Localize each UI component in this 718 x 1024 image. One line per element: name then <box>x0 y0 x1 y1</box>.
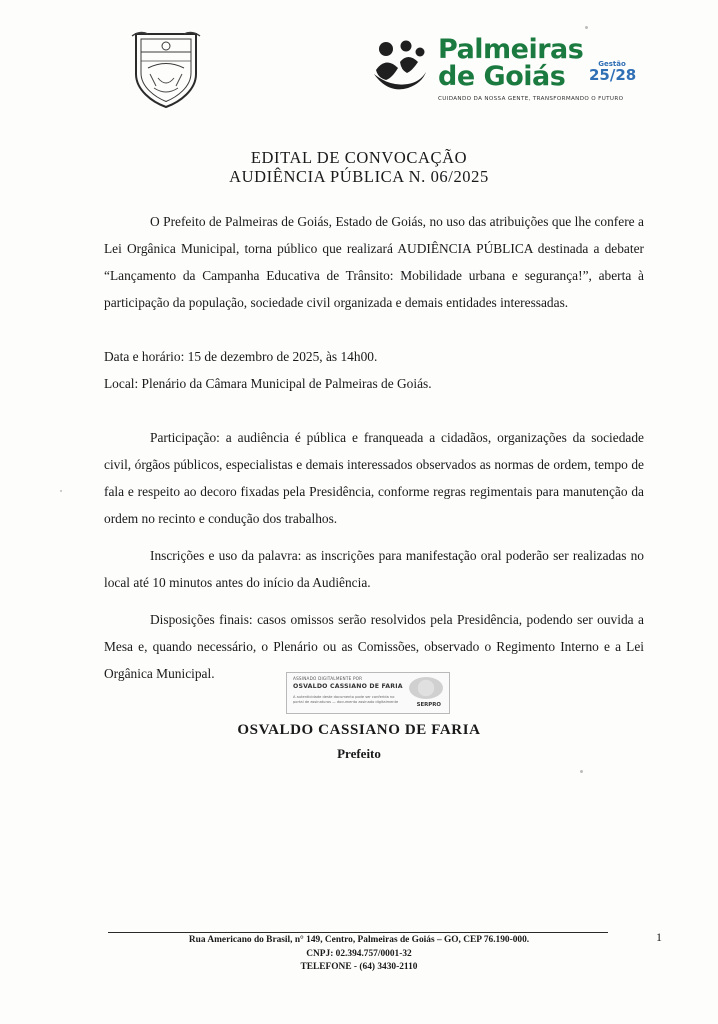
stamp-seal-icon <box>409 677 443 699</box>
brand-tagline: CUIDANDO DA NOSSA GENTE, TRANSFORMANDO O FUTURO <box>438 96 624 102</box>
signatory-name: OSVALDO CASSIANO DE FARIA <box>237 722 481 738</box>
document-header <box>0 18 718 118</box>
title-line-2: AUDIÊNCIA PÚBLICA N. 06/2025 <box>229 167 489 186</box>
brand-line-2: de Goiás <box>438 61 566 92</box>
footer-phone: TELEFONE - (64) 3430-2110 <box>300 962 418 972</box>
stamp-signer-name: OSVALDO CASSIANO DE FARIA <box>293 683 403 690</box>
page-title <box>0 148 718 186</box>
footer-cnpj: CNPJ: 02.394.757/0001-32 <box>306 948 412 959</box>
paragraph-place: Local: Plenário da Câmara Municipal de Palmeiras de Goiás. <box>104 376 432 391</box>
municipal-brand-logo <box>370 34 637 108</box>
scan-speck <box>585 26 588 29</box>
footer-address: Rua Americano do Brasil, n° 149, Centro, Palmeiras de Goiás – GO, CEP 76.190-000. <box>188 935 530 945</box>
paragraph-registration: Inscrições e uso da palavra: as inscrições para manifestação oral poderão ser realizadas no local até 10 minutos antes do início da Audiência. <box>104 548 644 590</box>
paragraph-intro: O Prefeito de Palmeiras de Goiás, Estado de Goiás, no uso das atribuições que lhe confere a Lei Orgânica Municipal, torna público que realizará AUDIÊNCIA PÚBLICA destinada a debater “Lançamento da Campanha Educativa de Trânsito: Mobilidade urbana e segurança!”, aberta à participação da população, sociedade civil organizada e demais entidades interessadas. <box>104 214 644 310</box>
document-body <box>104 208 644 687</box>
family-hands-icon <box>370 40 432 92</box>
stamp-authority-label: SERPRO <box>416 702 441 708</box>
digital-signature-stamp <box>286 672 450 714</box>
page-number: 1 <box>656 930 662 944</box>
brand-term-badge <box>589 60 635 83</box>
scan-speck <box>580 770 583 773</box>
brand-line-1: Palmeiras <box>438 34 584 65</box>
scan-speck <box>60 490 62 492</box>
signatory-role: Prefeito <box>337 746 381 761</box>
paragraph-final-provisions: Disposições finais: casos omissos serão resolvidos pela Presidência, podendo ser ouvida a Mesa e, quando necessário, o Plenário ou as Comissões, observado o Regimento Interno e a Lei Orgânica Municipal. <box>104 612 644 681</box>
coat-of-arms-icon <box>128 28 204 110</box>
paragraph-participation: Participação: a audiência é pública e franqueada a cidadãos, organizações da sociedade civil, órgãos públicos, especialistas e demais interessados observados as normas de ordem, tempo de fala e respeito ao decoro fixadas pela Presidência, conforme regras regimentais para manutenção da ordem no recinto e condução dos trabalhos. <box>104 430 644 526</box>
footer-divider <box>108 932 608 933</box>
document-footer <box>0 934 718 975</box>
stamp-header-text: ASSINADO DIGITALMENTE POR <box>293 676 363 681</box>
title-line-1: EDITAL DE CONVOCAÇÃO <box>250 148 468 167</box>
paragraph-date: Data e horário: 15 de dezembro de 2025, às 14h00. <box>104 349 378 364</box>
brand-term-years: 25/28 <box>589 66 637 84</box>
brand-term-label: Gestão <box>598 60 626 68</box>
stamp-verification-text: A autenticidade deste documento pode ser conferida no portal de assinaturas — documento assinado digitalmente <box>293 695 399 704</box>
